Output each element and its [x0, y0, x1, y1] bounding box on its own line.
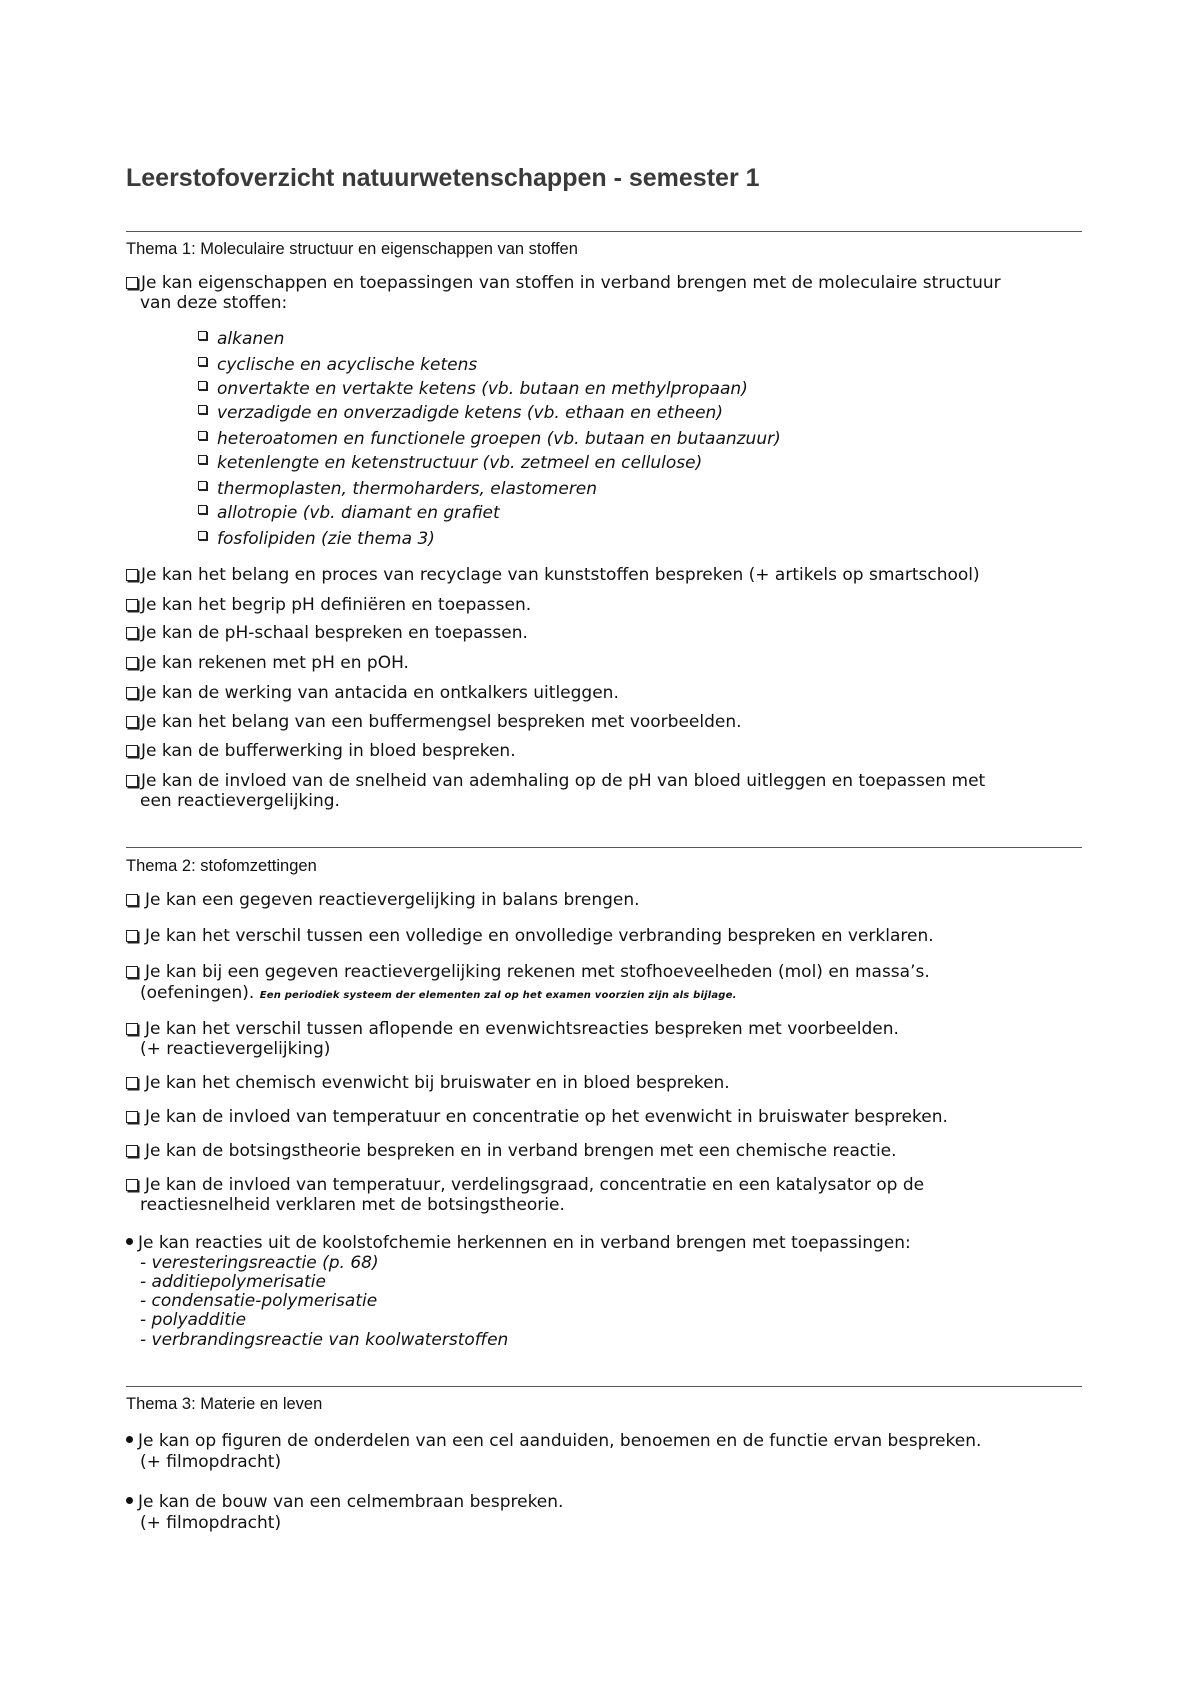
divider [126, 231, 1082, 232]
checklist-item: Je kan het belang van een buffermengsel bespreken met voorbeelden. [126, 712, 742, 732]
thema3-heading: Thema 3: Materie en leven [126, 1395, 323, 1413]
checkbox-icon[interactable] [198, 357, 207, 366]
checklist-item: Je kan de werking van antacida en ontkalkers uitleggen. [126, 683, 619, 703]
checklist-item: Je kan de invloed van temperatuur en concentratie op het evenwicht in bruiswater bespreken. [126, 1107, 948, 1127]
checkbox-icon[interactable] [198, 481, 207, 490]
bullet-item: Je kan de bouw van een celmembraan bespreken. [126, 1492, 563, 1512]
checklist-item: Je kan het belang en proces van recyclage van kunststoffen bespreken (+ artikels op smartschool) [126, 565, 980, 585]
checkbox-icon[interactable] [126, 745, 138, 757]
checkbox-icon[interactable] [126, 277, 138, 289]
bullet-item-continued: (+ filmopdracht) [140, 1513, 282, 1533]
checkbox-icon[interactable] [198, 405, 207, 414]
checklist-item-continued: (oefeningen). Een periodiek systeem der elementen zal op het examen voorzien zijn als bijlage. [140, 983, 737, 1003]
reaction-item: - additiepolymerisatie [140, 1272, 326, 1292]
subitem: alkanen [198, 329, 284, 349]
reaction-item: - condensatie-polymerisatie [140, 1291, 378, 1311]
subitem: allotropie (vb. diamant en grafiet [198, 503, 500, 523]
thema1-intro: Je kan eigenschappen en toepassingen van stoffen in verband brengen met de moleculaire structuur [126, 273, 1001, 293]
bullet-item: Je kan reacties uit de koolstofchemie herkennen en in verband brengen met toepassingen: [126, 1233, 911, 1253]
checklist-item: Je kan een gegeven reactievergelijking in balans brengen. [126, 890, 640, 910]
checkbox-icon[interactable] [126, 775, 138, 787]
checklist-item: Je kan rekenen met pH en pOH. [126, 653, 409, 673]
checklist-item: Je kan bij een gegeven reactievergelijking rekenen met stofhoeveelheden (mol) en massa’s. [126, 962, 930, 982]
checkbox-icon[interactable] [126, 599, 138, 611]
checkbox-icon[interactable] [126, 657, 138, 669]
thema2-heading: Thema 2: stofomzettingen [126, 857, 317, 875]
checkbox-icon[interactable] [126, 569, 138, 581]
subitem: thermoplasten, thermoharders, elastomeren [198, 479, 597, 499]
checkbox-icon[interactable] [126, 716, 138, 728]
bullet-icon [126, 1238, 133, 1245]
checklist-item: Je kan de pH-schaal bespreken en toepassen. [126, 623, 528, 643]
subitem: cyclische en acyclische ketens [198, 355, 477, 375]
checkbox-icon[interactable] [126, 1077, 138, 1089]
reaction-item: - verbrandingsreactie van koolwaterstoffen [140, 1330, 509, 1350]
subitem: fosfolipiden (zie thema 3) [198, 529, 435, 549]
thema1-heading: Thema 1: Moleculaire structuur en eigenschappen van stoffen [126, 240, 578, 258]
checklist-item: Je kan de botsingstheorie bespreken en in verband brengen met een chemische reactie. [126, 1141, 897, 1161]
checkbox-icon[interactable] [126, 627, 138, 639]
checkbox-icon[interactable] [198, 431, 207, 440]
divider [126, 1386, 1082, 1387]
checkbox-icon[interactable] [198, 455, 207, 464]
checklist-item: Je kan het begrip pH definiëren en toepassen. [126, 595, 531, 615]
checklist-item: Je kan de invloed van de snelheid van ademhaling op de pH van bloed uitleggen en toepassen met [126, 771, 985, 791]
checkbox-icon[interactable] [126, 930, 138, 942]
subitem: onvertakte en vertakte ketens (vb. butaan en methylpropaan) [198, 379, 748, 399]
checklist-item: Je kan de bufferwerking in bloed bespreken. [126, 741, 516, 761]
divider [126, 847, 1082, 848]
thema1-intro-continued: van deze stoffen: [140, 293, 288, 313]
checklist-item: Je kan het verschil tussen aflopende en evenwichtsreacties bespreken met voorbeelden. [126, 1019, 899, 1039]
subitem: ketenlengte en ketenstructuur (vb. zetmeel en cellulose) [198, 453, 702, 473]
checklist-item-continued: reactiesnelheid verklaren met de botsingstheorie. [140, 1195, 565, 1215]
subitem: verzadigde en onverzadigde ketens (vb. ethaan en etheen) [198, 403, 723, 423]
bullet-icon [126, 1436, 133, 1443]
page-title: Leerstofoverzicht natuurwetenschappen - semester 1 [126, 164, 760, 192]
checkbox-icon[interactable] [198, 381, 207, 390]
checkbox-icon[interactable] [126, 894, 138, 906]
checklist-item: Je kan de invloed van temperatuur, verdelingsgraad, concentratie en een katalysator op de [126, 1175, 924, 1195]
checkbox-icon[interactable] [198, 505, 207, 514]
checkbox-icon[interactable] [126, 687, 138, 699]
checkbox-icon[interactable] [126, 1023, 138, 1035]
bullet-item: Je kan op figuren de onderdelen van een cel aanduiden, benoemen en de functie ervan bespreken. [126, 1431, 981, 1451]
checkbox-icon[interactable] [198, 331, 207, 340]
checklist-item-continued: een reactievergelijking. [140, 791, 340, 811]
exam-note: Een periodiek systeem der elementen zal op het examen voorzien zijn als bijlage. [259, 990, 737, 1001]
bullet-item-continued: (+ filmopdracht) [140, 1452, 282, 1472]
checklist-item: Je kan het chemisch evenwicht bij bruiswater en in bloed bespreken. [126, 1073, 730, 1093]
subitem: heteroatomen en functionele groepen (vb. butaan en butaanzuur) [198, 429, 781, 449]
bullet-icon [126, 1497, 133, 1504]
checkbox-icon[interactable] [126, 1179, 138, 1191]
checklist-item-continued: (+ reactievergelijking) [140, 1039, 331, 1059]
reaction-item: - veresteringsreactie (p. 68) [140, 1253, 379, 1273]
checkbox-icon[interactable] [126, 1145, 138, 1157]
checkbox-icon[interactable] [126, 1111, 138, 1123]
checkbox-icon[interactable] [198, 531, 207, 540]
checklist-item: Je kan het verschil tussen een volledige en onvolledige verbranding bespreken en verklaren. [126, 926, 934, 946]
reaction-item: - polyadditie [140, 1310, 247, 1330]
checkbox-icon[interactable] [126, 966, 138, 978]
